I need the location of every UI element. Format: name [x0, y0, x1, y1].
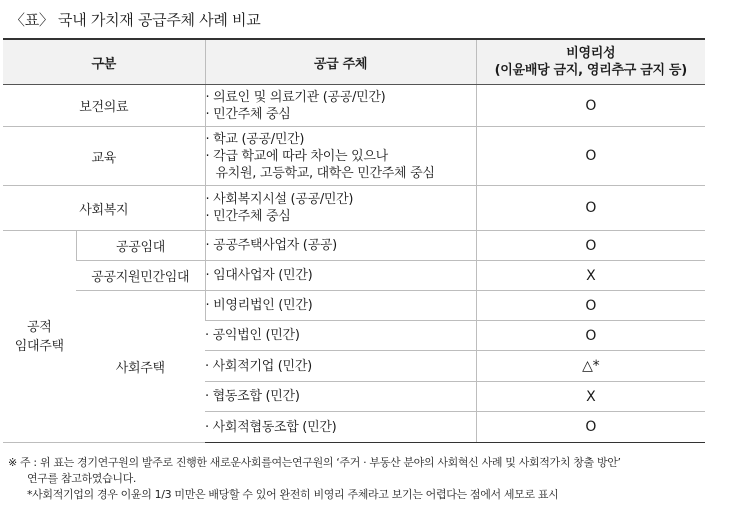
- table-row-social-housing: [3, 291, 705, 321]
- supplier-public-rental: · 공공주택사업자 (공공): [205, 231, 476, 261]
- supplier-line: · 각급 학교에 따라 차이는 있으나: [205, 148, 388, 164]
- supplier-line: 유치원, 고등학교, 대학은 민간주체 중심: [215, 165, 435, 181]
- table-caption: 〈표〉 국내 가치재 공급주체 사례 비교: [10, 11, 261, 29]
- supplier-social-enterprise: · 사회적기업 (민간): [205, 351, 476, 382]
- category-public-housing-line2: 임대주택: [14, 338, 64, 354]
- comparison-table: [3, 38, 705, 443]
- nonprofit-mark: O: [476, 186, 705, 231]
- nonprofit-mark: O: [476, 412, 705, 443]
- nonprofit-mark: X: [476, 382, 705, 412]
- header-nonprofit-title: 비영리성: [566, 46, 616, 61]
- supplier-line: · 사회복지시설 (공공/민간): [205, 192, 354, 207]
- nonprofit-mark: O: [476, 127, 705, 186]
- header-category: 구분: [3, 39, 205, 85]
- supplier-line: · 민간주체 중심: [205, 209, 291, 224]
- supplier-education: [205, 127, 476, 186]
- footnote-source-continued: 연구를 참고하였습니다.: [27, 472, 137, 485]
- footnotes: [8, 455, 621, 503]
- category-public-housing-line1: 공적: [26, 319, 52, 335]
- nonprofit-mark: O: [476, 231, 705, 261]
- supplier-social-cooperative: · 사회적협동조합 (민간): [205, 412, 476, 443]
- supplier-welfare: [205, 186, 476, 231]
- table-row-public-rental: [3, 231, 705, 261]
- nonprofit-mark: △*: [476, 351, 705, 382]
- nonprofit-mark: X: [476, 261, 705, 291]
- footnote-social-enterprise: *사회적기업의 경우 이윤의 1/3 미만은 배당할 수 있어 완전히 비영리 주체라고 보기는 어렵다는 점에서 세모로 표시: [27, 488, 559, 501]
- nonprofit-mark: O: [476, 291, 705, 321]
- supplier-cooperative: · 협동조합 (민간): [205, 382, 476, 412]
- header-nonprofit: [476, 39, 705, 85]
- supplier-line: · 민간주체 중심: [205, 106, 291, 122]
- subcategory-supported-rental: 공공지원민간임대: [76, 261, 205, 291]
- nonprofit-mark: O: [476, 321, 705, 351]
- category-education: 교육: [3, 127, 205, 186]
- subcategory-social-housing: 사회주택: [76, 291, 205, 443]
- supplier-line: · 의료인 및 의료기관 (공공/민간): [205, 89, 386, 105]
- supplier-supported-rental: · 임대사업자 (민간): [205, 261, 476, 291]
- footnote-source: ※ 주 : 위 표는 경기연구원의 발주로 진행한 새로운사회를여는연구원의 ‘주거 · 부동산 분야의 사회혁신 사례 및 사회적가치 창출 방안’: [8, 456, 621, 469]
- header-supplier: 공급 주체: [205, 39, 476, 85]
- category-welfare: 사회복지: [3, 186, 205, 231]
- header-row: [3, 39, 705, 85]
- table-row-welfare: [3, 186, 705, 231]
- supplier-line: · 학교 (공공/민간): [205, 131, 305, 147]
- subcategory-public-rental: 공공임대: [76, 231, 205, 261]
- header-nonprofit-detail: (이윤배당 금지, 영리추구 금지 등): [494, 63, 687, 78]
- category-health: 보건의료: [3, 85, 205, 127]
- supplier-health: [205, 85, 476, 127]
- table-row-health: [3, 85, 705, 127]
- supplier-public-interest-corp: · 공익법인 (민간): [205, 321, 476, 351]
- supplier-nonprofit-corp: · 비영리법인 (민간): [205, 291, 476, 321]
- table-row-supported-rental: [3, 261, 705, 291]
- nonprofit-mark: O: [476, 85, 705, 127]
- category-public-housing: [3, 231, 76, 443]
- table-row-education: [3, 127, 705, 186]
